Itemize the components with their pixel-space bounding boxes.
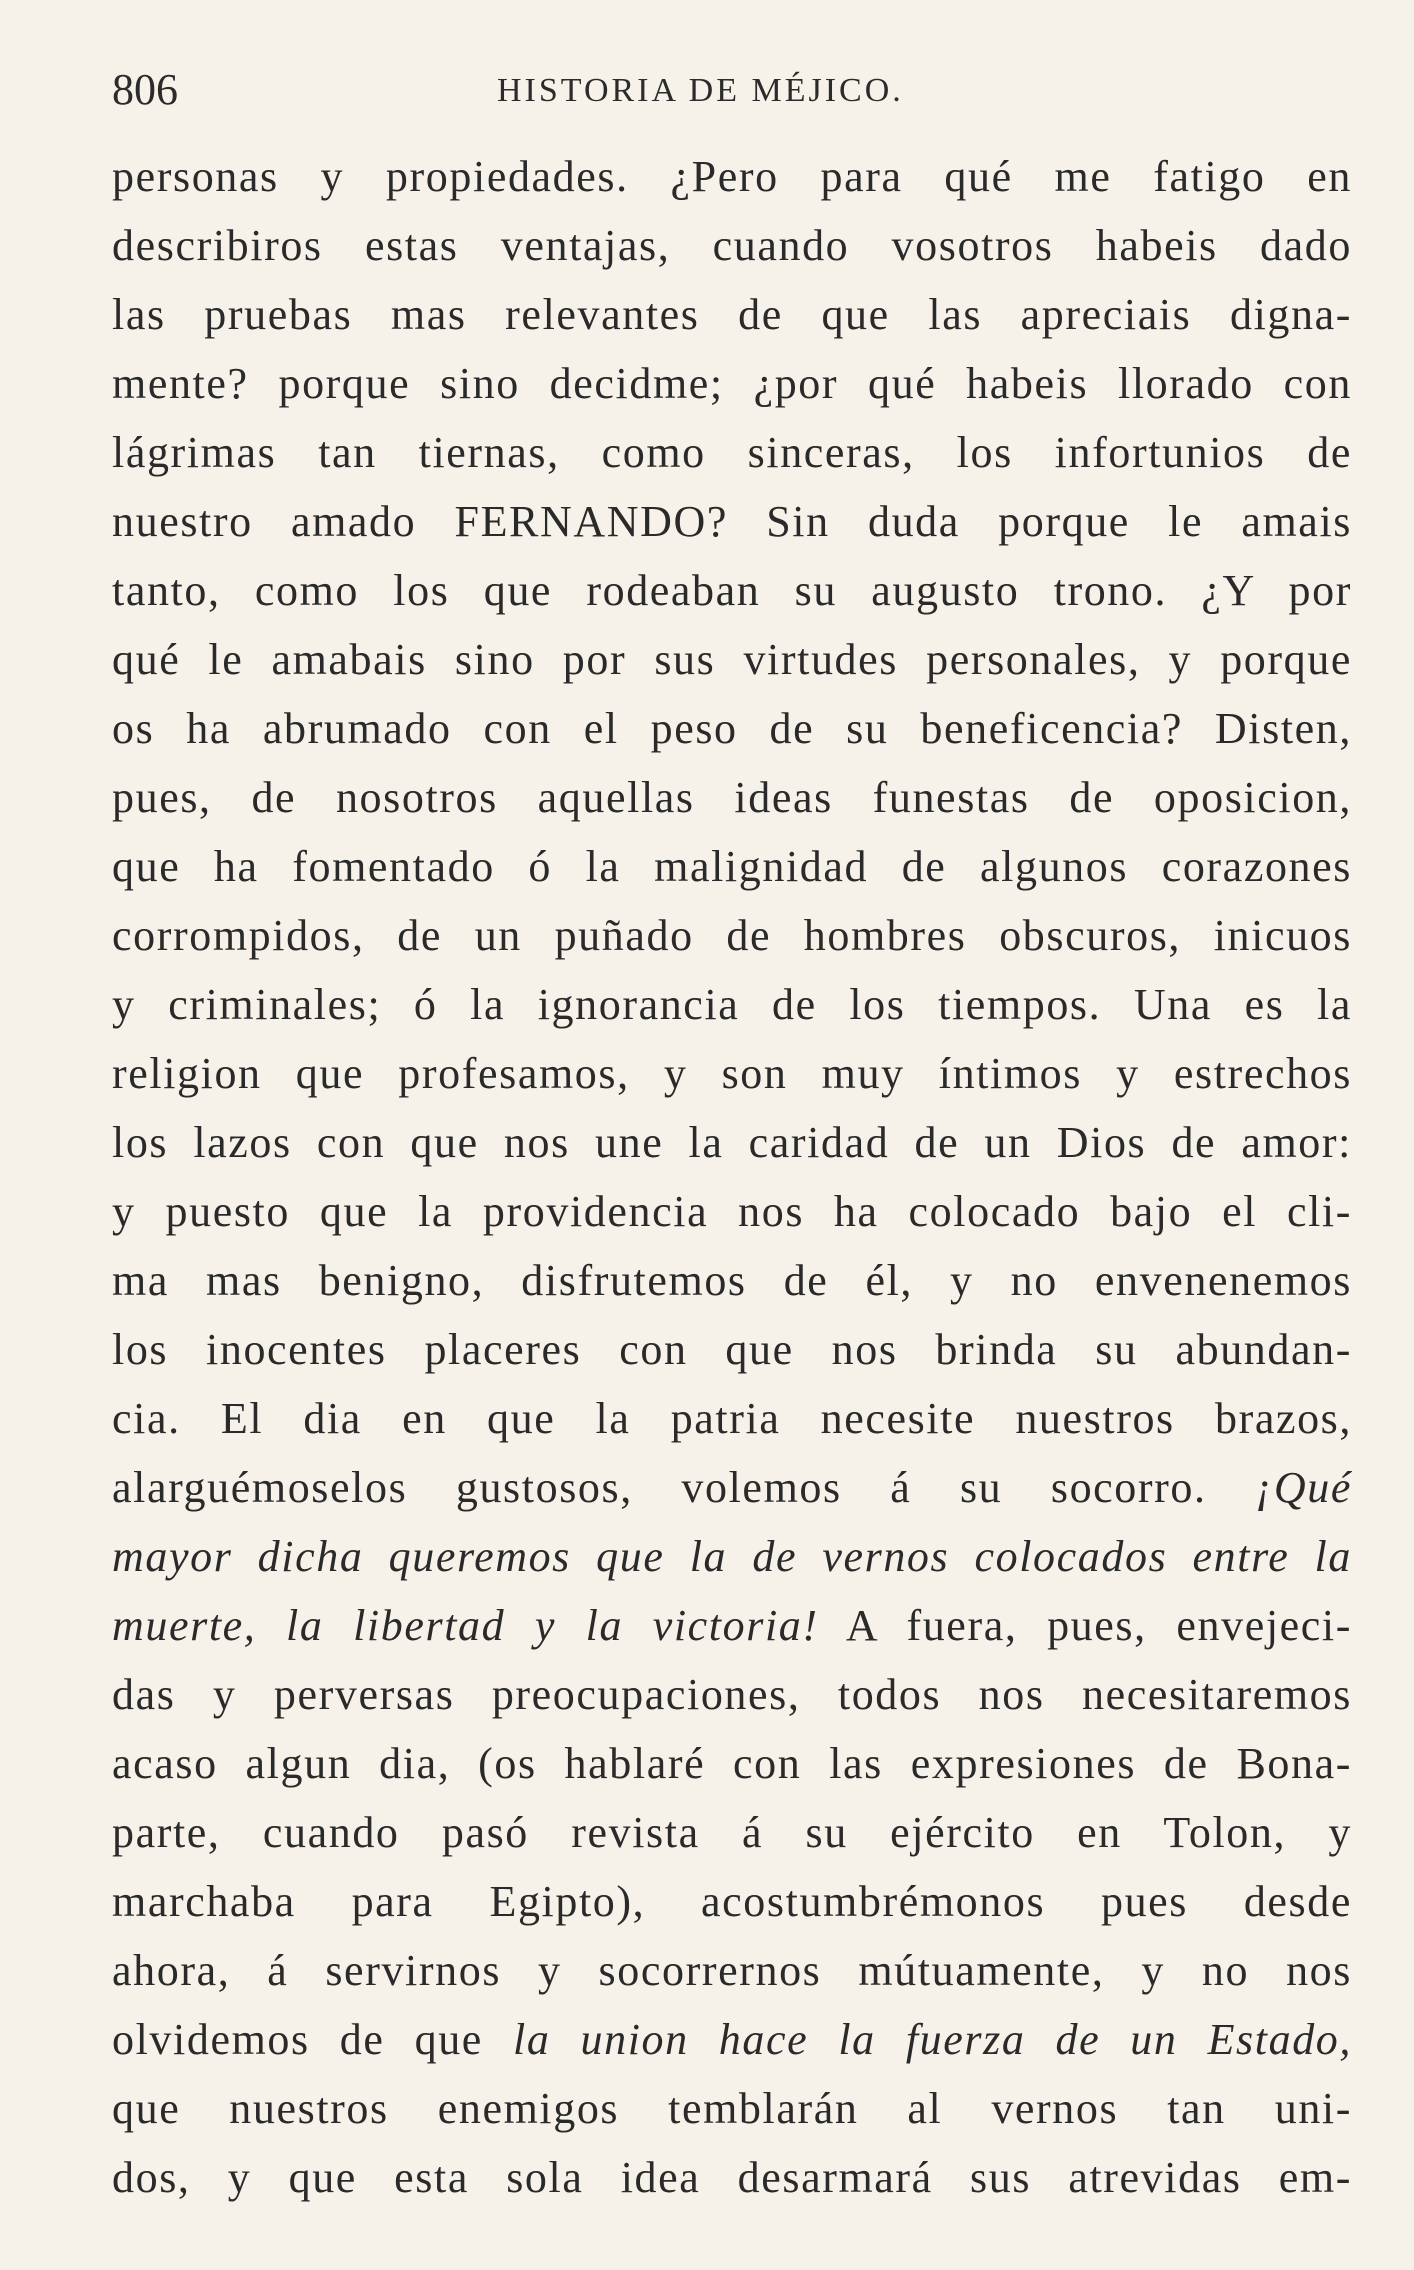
- text-segment: A fuera, pues, envejeci-: [818, 1601, 1352, 1650]
- text-line: [112, 1660, 1352, 1729]
- text-line: [112, 1867, 1352, 1936]
- text-segment: os ha abrumado con el peso de su beneficencia? Disten,: [112, 704, 1352, 753]
- text-segment: dos, y que esta sola idea desarmará sus atrevidas em-: [112, 2153, 1352, 2202]
- text-segment: los lazos con que nos une la caridad de un Dios de amor:: [112, 1118, 1352, 1167]
- text-segment: ahora, á servirnos y socorrernos mútuamente, y no nos: [112, 1946, 1352, 1995]
- text-line: [112, 2005, 1352, 2074]
- text-segment: personas y propiedades. ¿Pero para qué me fatigo en: [112, 152, 1352, 201]
- text-segment: parte, cuando pasó revista á su ejército en Tolon, y: [112, 1808, 1352, 1857]
- text-segment: corrompidos, de un puñado de hombres obscuros, inicuos: [112, 911, 1352, 960]
- text-segment: y criminales; ó la ignorancia de los tiempos. Una es la: [112, 980, 1352, 1029]
- text-line: [112, 1591, 1352, 1660]
- text-line: [112, 2074, 1352, 2143]
- text-segment: das y perversas preocupaciones, todos nos necesitaremos: [112, 1670, 1352, 1719]
- italic-text: ¡Qué: [1255, 1463, 1352, 1512]
- text-line: [112, 694, 1352, 763]
- text-line: [112, 556, 1352, 625]
- text-line: [112, 901, 1352, 970]
- text-line: [112, 1315, 1352, 1384]
- text-line: [112, 1246, 1352, 1315]
- text-segment: acaso algun dia, (os hablaré con las expresiones de Bona-: [112, 1739, 1352, 1788]
- italic-text: muerte, la libertad y la victoria!: [112, 1601, 819, 1650]
- text-segment: olvidemos de que: [112, 2015, 514, 2064]
- text-segment: que ha fomentado ó la malignidad de algunos corazones: [112, 842, 1352, 891]
- text-line: [112, 763, 1352, 832]
- running-title: HISTORIA DE MÉJICO.: [497, 72, 904, 109]
- text-line: [112, 1798, 1352, 1867]
- text-line: [112, 349, 1352, 418]
- italic-text: mayor dicha queremos que la de vernos colocados entre la: [112, 1532, 1352, 1581]
- text-line: [112, 1453, 1352, 1522]
- text-line: [112, 1177, 1352, 1246]
- text-segment: nuestro amado FERNANDO? Sin duda porque le amais: [112, 497, 1352, 546]
- italic-text: la union hace la fuerza de un Estado,: [513, 2015, 1352, 2064]
- text-segment: que nuestros enemigos temblarán al vernos tan uni-: [112, 2084, 1352, 2133]
- text-segment: marchaba para Egipto), acostumbrémonos pues desde: [112, 1877, 1352, 1926]
- text-segment: mente? porque sino decidme; ¿por qué habeis llorado con: [112, 359, 1352, 408]
- text-line: [112, 1384, 1352, 1453]
- text-line: [112, 1936, 1352, 2005]
- text-line: [112, 625, 1352, 694]
- text-line: [112, 1729, 1352, 1798]
- text-segment: pues, de nosotros aquellas ideas funestas de oposicion,: [112, 773, 1352, 822]
- text-line: [112, 970, 1352, 1039]
- text-segment: tanto, como los que rodeaban su augusto trono. ¿Y por: [112, 566, 1352, 615]
- text-line: [112, 487, 1352, 556]
- text-line: [112, 2143, 1352, 2212]
- text-segment: qué le amabais sino por sus virtudes personales, y porque: [112, 635, 1352, 684]
- text-segment: alarguémoselos gustosos, volemos á su socorro.: [112, 1463, 1256, 1512]
- text-segment: lágrimas tan tiernas, como sinceras, los infortunios de: [112, 428, 1352, 477]
- text-line: [112, 418, 1352, 487]
- text-line: [112, 1039, 1352, 1108]
- text-line: [112, 142, 1352, 211]
- text-segment: religion que profesamos, y son muy íntimos y estrechos: [112, 1049, 1352, 1098]
- text-line: [112, 832, 1352, 901]
- text-line: [112, 1522, 1352, 1591]
- text-segment: las pruebas mas relevantes de que las apreciais digna-: [112, 290, 1352, 339]
- text-segment: y puesto que la providencia nos ha colocado bajo el cli-: [112, 1187, 1352, 1236]
- page-number: 806: [112, 65, 178, 114]
- text-line: [112, 1108, 1352, 1177]
- text-line: [112, 280, 1352, 349]
- text-segment: describiros estas ventajas, cuando vosotros habeis dado: [112, 221, 1352, 270]
- text-segment: los inocentes placeres con que nos brinda su abundan-: [112, 1325, 1352, 1374]
- running-head: [112, 60, 1352, 120]
- body-text: [112, 142, 1352, 2212]
- text-segment: cia. El dia en que la patria necesite nuestros brazos,: [112, 1394, 1352, 1443]
- text-line: [112, 211, 1352, 280]
- text-segment: ma mas benigno, disfrutemos de él, y no envenenemos: [112, 1256, 1352, 1305]
